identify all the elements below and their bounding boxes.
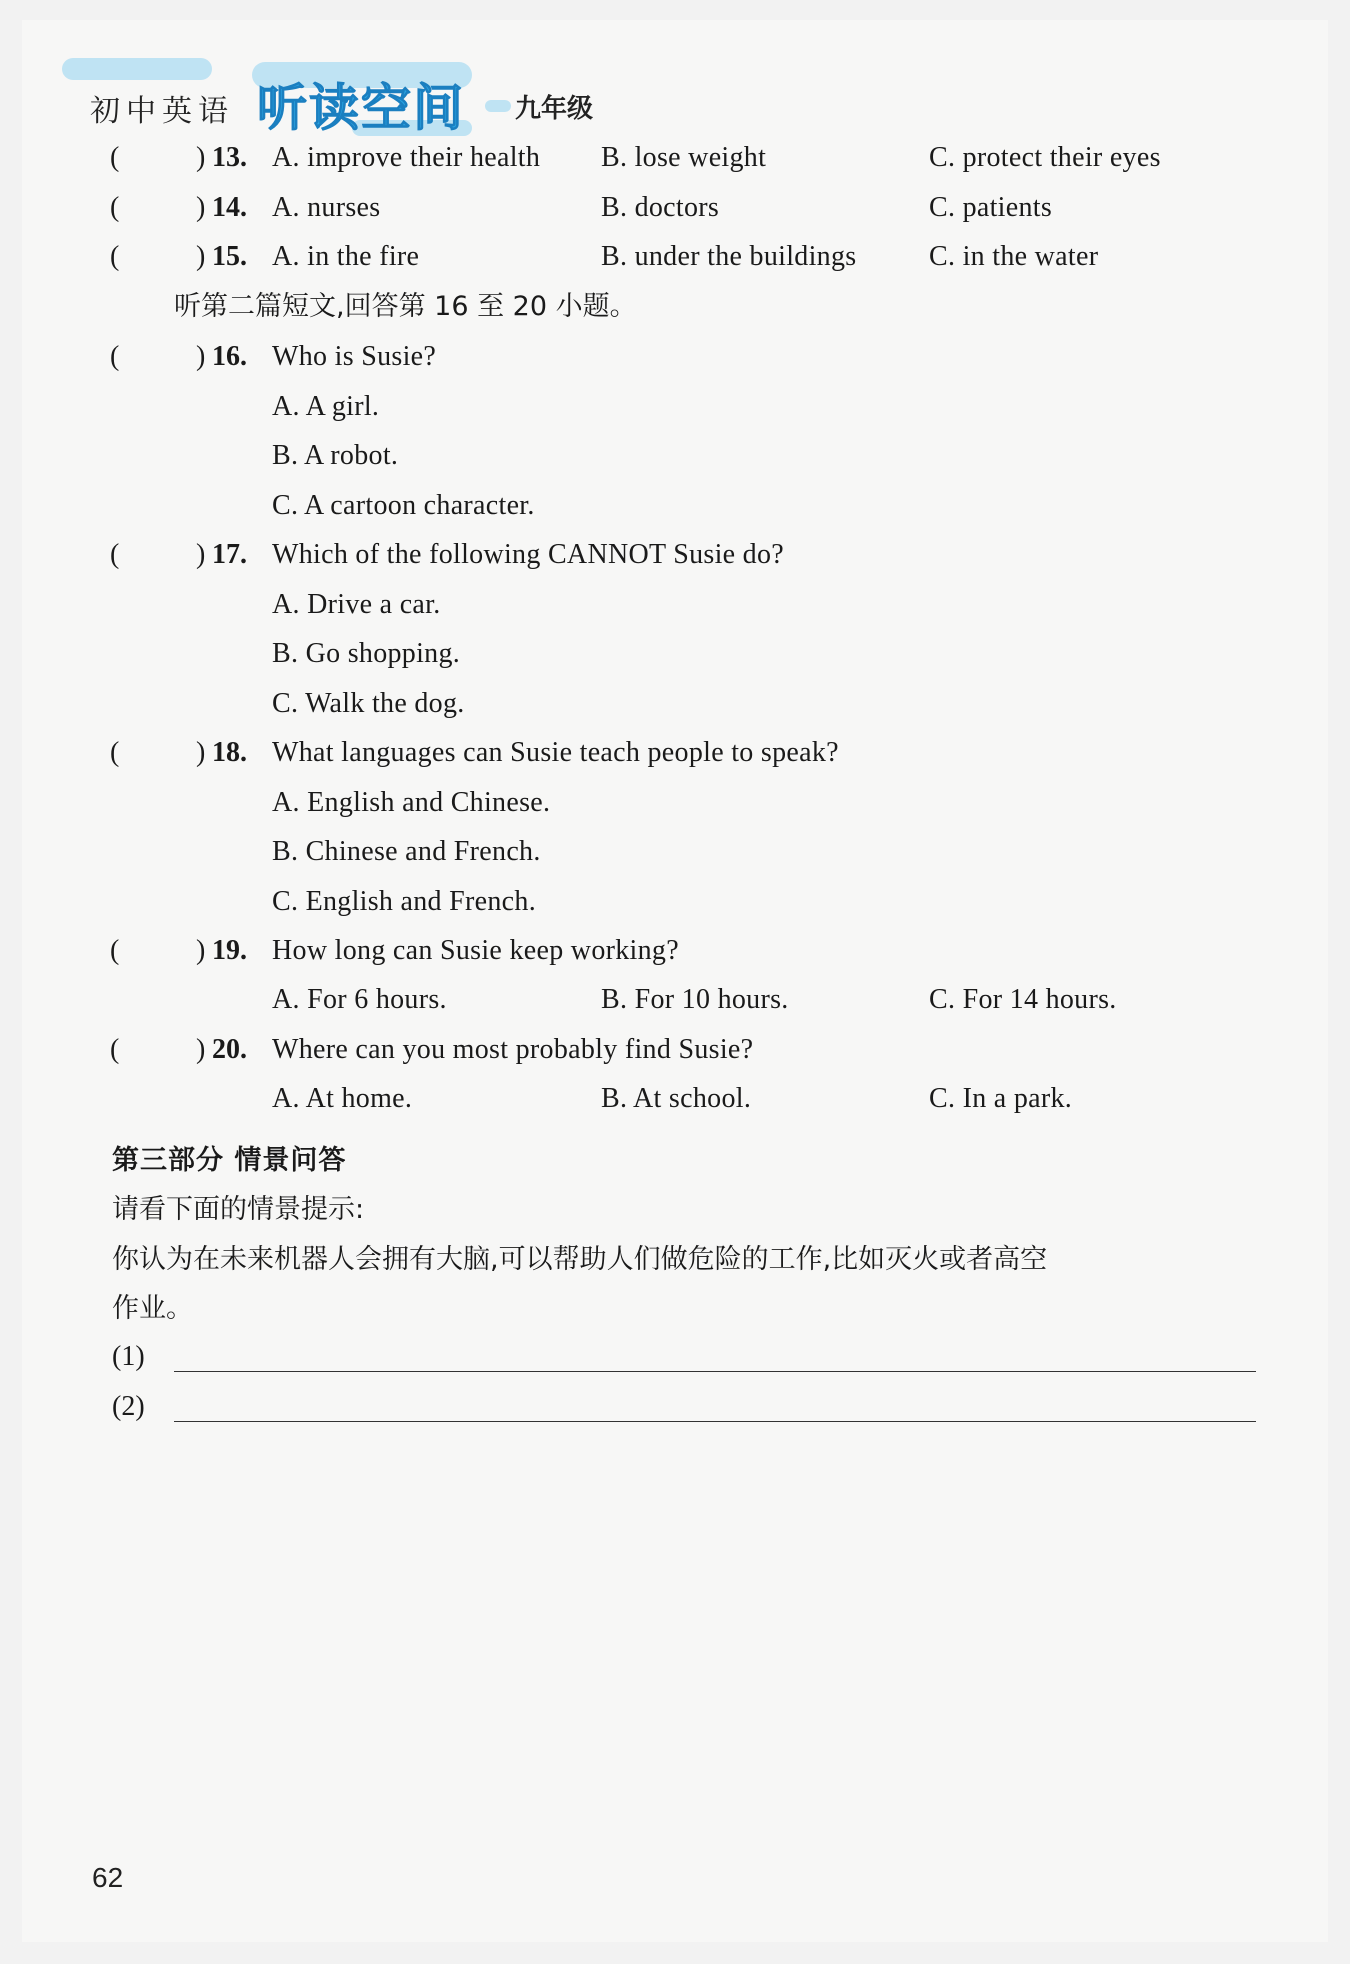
answer-paren-open: (: [110, 1034, 120, 1065]
option-row: [22, 978, 1328, 1022]
answer-paren-close: ): [196, 1034, 206, 1065]
option-c: C. in the water: [929, 241, 1099, 272]
option-row: [22, 484, 1328, 528]
option-row: [22, 682, 1328, 726]
grade-marker-icon: [485, 100, 511, 112]
blank-label: (1): [112, 1341, 145, 1372]
question-number: 13.: [212, 142, 247, 173]
series-title: 初中英语: [90, 94, 234, 129]
option-c: C. A cartoon character.: [272, 490, 535, 521]
option-a: A. At home.: [272, 1083, 413, 1114]
option-b: B. Go shopping.: [272, 638, 461, 669]
option-b: B. lose weight: [601, 142, 767, 173]
question-number: 20.: [212, 1034, 247, 1065]
option-a: A. improve their health: [272, 142, 541, 173]
question-text: Which of the following CANNOT Susie do?: [272, 539, 785, 570]
option-row: [22, 632, 1328, 676]
question-row-20: [22, 1028, 1328, 1072]
option-b: B. For 10 hours.: [601, 984, 789, 1015]
answer-paren-open: (: [110, 539, 120, 570]
option-a: A. nurses: [272, 192, 381, 223]
option-c: C. protect their eyes: [929, 142, 1161, 173]
question-text: How long can Susie keep working?: [272, 935, 679, 966]
question-row-14: [22, 186, 1328, 230]
answer-paren-close: ): [196, 737, 206, 768]
question-text: What languages can Susie teach people to speak?: [272, 737, 839, 768]
option-row: [22, 1077, 1328, 1121]
question-number: 17.: [212, 539, 247, 570]
option-a: A. Drive a car.: [272, 589, 441, 620]
answer-paren-open: (: [110, 935, 120, 966]
scenario-prompt-line-1: 你认为在未来机器人会拥有大脑,可以帮助人们做危险的工作,比如灭火或者高空: [112, 1244, 1048, 1275]
blank-label: (2): [112, 1391, 145, 1422]
answer-blank-row-1: [22, 1335, 1328, 1379]
question-number: 14.: [212, 192, 247, 223]
question-number: 18.: [212, 737, 247, 768]
question-number: 16.: [212, 341, 247, 372]
answer-paren-close: ): [196, 935, 206, 966]
answer-paren-close: ): [196, 192, 206, 223]
answer-paren-open: (: [110, 192, 120, 223]
question-number: 15.: [212, 241, 247, 272]
page-number: 62: [92, 1862, 124, 1893]
question-row-19: [22, 929, 1328, 973]
grade-label: 九年级: [515, 94, 594, 124]
option-row: [22, 880, 1328, 924]
answer-paren-close: ): [196, 142, 206, 173]
answer-paren-open: (: [110, 241, 120, 272]
passage-instruction-row: [22, 285, 1328, 329]
option-a: A. A girl.: [272, 391, 380, 422]
option-c: C. For 14 hours.: [929, 984, 1117, 1015]
option-c: C. In a park.: [929, 1083, 1073, 1114]
scenario-prompt-line-2: 作业。: [112, 1293, 193, 1324]
question-row-15: [22, 235, 1328, 279]
option-row: [22, 830, 1328, 874]
question-number: 19.: [212, 935, 247, 966]
option-c: C. patients: [929, 192, 1053, 223]
option-a: A. in the fire: [272, 241, 420, 272]
answer-paren-close: ): [196, 539, 206, 570]
answer-paren-open: (: [110, 142, 120, 173]
part3-prompt-row: [22, 1238, 1328, 1282]
part3-heading-row: [22, 1139, 1328, 1183]
option-row: [22, 434, 1328, 478]
header-cloud: [62, 58, 212, 80]
answer-blank-row-2: [22, 1385, 1328, 1429]
passage-instruction: 听第二篇短文,回答第 16 至 20 小题。: [174, 291, 637, 322]
option-row: [22, 385, 1328, 429]
answer-paren-close: ): [196, 341, 206, 372]
answer-blank-line[interactable]: [174, 1371, 1256, 1372]
option-b: B. A robot.: [272, 440, 399, 471]
part3-prompt-label-row: [22, 1188, 1328, 1232]
option-row: [22, 583, 1328, 627]
answer-paren-open: (: [110, 737, 120, 768]
option-b: B. At school.: [601, 1083, 752, 1114]
part3-prompt-row-2: [22, 1287, 1328, 1331]
prompt-label: 请看下面的情景提示:: [112, 1194, 365, 1225]
page: [22, 20, 1328, 1942]
question-text: Where can you most probably find Susie?: [272, 1034, 754, 1065]
option-a: A. English and Chinese.: [272, 787, 551, 818]
question-row-16: [22, 335, 1328, 379]
answer-blank-line[interactable]: [174, 1421, 1256, 1422]
question-row-18: [22, 731, 1328, 775]
option-c: C. Walk the dog.: [272, 688, 465, 719]
brand-logo: 听读空间: [257, 79, 465, 137]
option-b: B. doctors: [601, 192, 720, 223]
option-b: B. Chinese and French.: [272, 836, 541, 867]
question-text: Who is Susie?: [272, 341, 437, 372]
answer-paren-close: ): [196, 241, 206, 272]
answer-paren-open: (: [110, 341, 120, 372]
question-row-17: [22, 533, 1328, 577]
option-b: B. under the buildings: [601, 241, 857, 272]
option-row: [22, 781, 1328, 825]
question-row-13: [22, 136, 1328, 180]
section-heading: 第三部分 情景问答: [112, 1145, 347, 1176]
option-a: A. For 6 hours.: [272, 984, 447, 1015]
option-c: C. English and French.: [272, 886, 537, 917]
